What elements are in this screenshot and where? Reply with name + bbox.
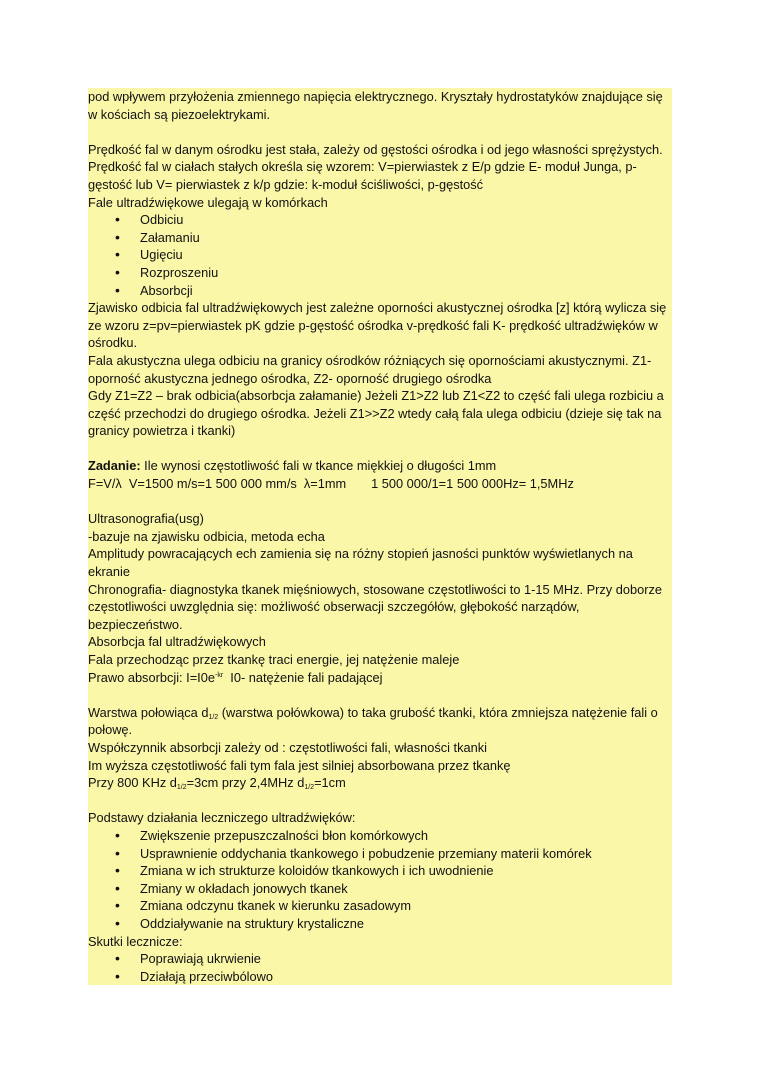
text-fragment: =3cm przy 2,4MHz d (186, 775, 305, 791)
list-item: • Zmiana w ich strukturze koloidów tkankowych i ich uwodnienie (88, 862, 672, 880)
task-label: Zadanie: (88, 458, 141, 474)
task-text: Ile wynosi częstotliwość fali w tkance miękkiej o długości 1mm (140, 458, 497, 474)
text-fragment: Przy 800 KHz d (88, 775, 177, 791)
text-line: Ultrasonografia(usg) (88, 511, 204, 527)
text-fragment: Warstwa połowiąca d (88, 704, 209, 720)
subscript: 1/2 (176, 784, 187, 792)
text-line: Fale ultradźwiękowe ulegają w komórkach (88, 194, 328, 210)
subscript: 1/2 (208, 713, 219, 721)
text-line: Amplitudy powracających ech zamienia się na różny stopień jasności punktów wyświetlanych na (88, 546, 633, 562)
text-line: Prędkość fal w danym ośrodku jest stała, zależy od gęstości ośrodka i od jego własności sprężystych. (88, 141, 663, 157)
list-item: • Absorbcji (88, 282, 672, 300)
list-item: • Poprawiają ukrwienie (88, 950, 672, 968)
text-line: Absorbcja fal ultradźwiękowych (88, 634, 266, 650)
text-line: gęstość lub V= pierwiastek z k/p gdzie: k-moduł ściśliwości, p-gęstość (88, 176, 484, 192)
therapeutic-effects-list (88, 950, 672, 985)
text-line: ze wzoru z=pv=pierwiastek pK gdzie p-gęstość ośrodka v-prędkość fali K- prędkość ultradźwięków w (88, 317, 658, 333)
task-formula: F=V/λ V=1500 m/s=1 500 000 mm/s λ=1mm 1 500 000/1=1 500 000Hz= 1,5MHz (88, 476, 574, 492)
text-line: ośrodku. (88, 335, 138, 351)
text-line: oporność akustyczna jednego ośrodka, Z2- oporność drugiego ośrodka (88, 370, 492, 386)
list-item: • Odbiciu (88, 211, 672, 229)
text-line: ekranie (88, 564, 130, 580)
text-line: w kościach są piezoelektrykami. (88, 106, 271, 122)
list-item: • Zwiększenie przepuszczalności błon komórkowych (88, 827, 672, 845)
absorption-law-note: I0- natężenie fali padającej (223, 669, 383, 685)
text-fragment: =1cm (314, 775, 346, 791)
list-item: • Rozproszeniu (88, 264, 672, 282)
text-line: pod wpływem przyłożenia zmiennego napięcia elektrycznego. Kryształy hydrostatyków znajdujące się (88, 89, 663, 104)
text-fragment: (warstwa połówkowa) to taka grubość tkanki, która zmniejsza natężenie fali o (218, 704, 658, 720)
text-line: Chronografia- diagnostyka tkanek mięśniowych, stosowane częstotliwości to 1-15 MHz. Przy doborze (88, 581, 662, 597)
text-line: częstotliwości uwzględnia się: możliwość obserwacji szczegółów, głębokość narządów, (88, 599, 580, 615)
list-item: • Zmiana odczynu tkanek w kierunku zasadowym (88, 897, 672, 915)
text-line: bezpieczeństwo. (88, 616, 183, 632)
section-heading: Skutki lecznicze: (88, 933, 183, 949)
text-line: Współczynnik absorbcji zależy od : częstotliwości fali, własności tkanki (88, 739, 487, 755)
text-line: część przechodzi do drugiego ośrodka. Jeżeli Z1>>Z2 wtedy całą fala ulega odbiciu (dzieje się tak na (88, 405, 662, 421)
document-body (88, 88, 672, 985)
absorption-law (88, 669, 672, 687)
absorption-law-text: Prawo absorbcji: I=I0e (88, 669, 215, 685)
frequency-example-line (88, 774, 672, 792)
text-line: Zjawisko odbicia fal ultradźwiękowych jest zależne oporności akustycznej ośrodka [z] którą wylicza się (88, 300, 667, 316)
subscript: 1/2 (304, 784, 315, 792)
therapeutic-basis-list (88, 827, 672, 933)
task-line (88, 457, 672, 475)
text-line: połowę. (88, 722, 133, 738)
text-line: granicy powietrza i tkanki) (88, 423, 236, 439)
list-item: • Ugięciu (88, 246, 672, 264)
text-line: -bazuje na zjawisku odbicia, metoda echa (88, 528, 325, 544)
list-item: • Oddziaływanie na struktury krystaliczne (88, 915, 672, 933)
text-line: Fala akustyczna ulega odbiciu na granicy ośrodków różniących się opornościami akustycznymi. Z1- (88, 352, 652, 368)
list-item: • Zmiany w okładach jonowych tkanek (88, 880, 672, 898)
text-line: Im wyższa częstotliwość fali tym fala jest silniej absorbowana przez tkankę (88, 757, 511, 773)
text-line: Fala przechodząc przez tkankę traci energie, jej natężenie maleje (88, 652, 460, 667)
list-item: • Usprawnienie oddychania tkankowego i pobudzenie przemiany materii komórek (88, 845, 672, 863)
section-heading: Podstawy działania leczniczego ultradźwięków: (88, 810, 356, 826)
exponent: -kr (214, 671, 224, 679)
wave-phenomena-list (88, 211, 672, 299)
text-line: Gdy Z1=Z2 – brak odbicia(absorbcja załamanie) Jeżeli Z1>Z2 lub Z1<Z2 to część fali ulega rozbiciu a (88, 388, 664, 404)
list-item: • Załamaniu (88, 229, 672, 247)
text-line: Prędkość fal w ciałach stałych określa się wzorem: V=pierwiastek z E/p gdzie E- moduł Junga, p- (88, 159, 637, 175)
list-item: • Działają przeciwbólowo (88, 968, 672, 986)
half-value-layer-line (88, 704, 672, 722)
